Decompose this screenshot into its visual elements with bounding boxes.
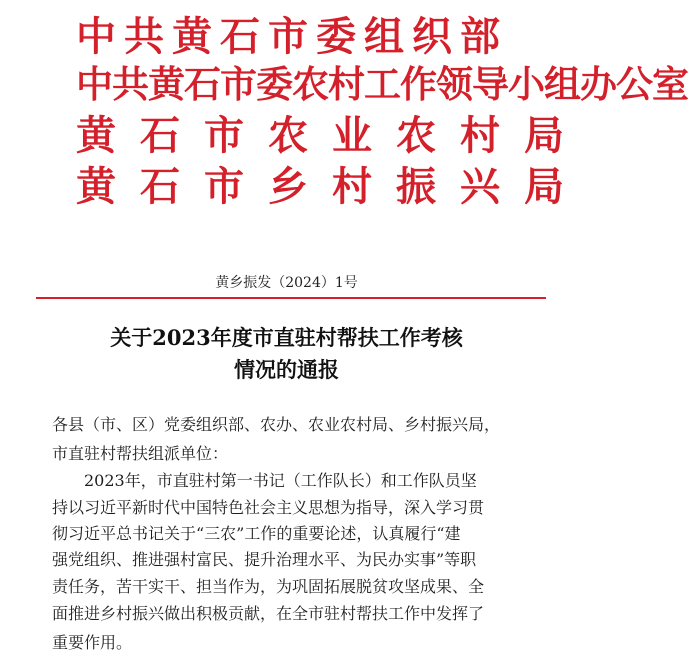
addressee-line-1: 各县（市、区）党委组织部、农办、农业农村局、乡村振兴局，	[52, 415, 501, 434]
document-title-line-2: 情况的通报	[234, 357, 339, 382]
document-title-line-1: 关于2023年度市直驻村帮扶工作考核	[110, 325, 463, 350]
issuer-org-1: 中共黄石市委组织部	[76, 13, 508, 60]
red-separator-line	[36, 297, 546, 299]
body-line: 面推进乡村振兴做出积极贡献，在全市驻村帮扶工作中发挥了	[52, 604, 485, 623]
body-line: 持以习近平新时代中国特色社会主义思想为指导，深入学习贯	[52, 498, 485, 517]
issuer-org-2: 中共黄石市委农村工作领导小组办公室	[76, 62, 688, 106]
addressee-line-2: 市直驻村帮扶组派单位：	[52, 444, 229, 463]
issuer-org-3: 黄石市农业农村局	[76, 112, 588, 159]
issuer-org-4: 黄石市乡村振兴局	[76, 163, 588, 210]
document-number: 黄乡振发（2024）1号	[215, 275, 358, 291]
body-line: 强党组织、推进强村富民、提升治理水平、为民办实事”等职	[52, 550, 477, 569]
body-line: 责任务，苦干实干、担当作为，为巩固拓展脱贫攻坚成果、全	[52, 577, 485, 596]
body-line: 重要作用。	[52, 633, 133, 652]
body-line: 彻习近平总书记关于“三农”工作的重要论述，认真履行“建	[52, 524, 461, 543]
body-line: 2023年，市直驻村第一书记（工作队长）和工作队员坚	[52, 471, 477, 490]
